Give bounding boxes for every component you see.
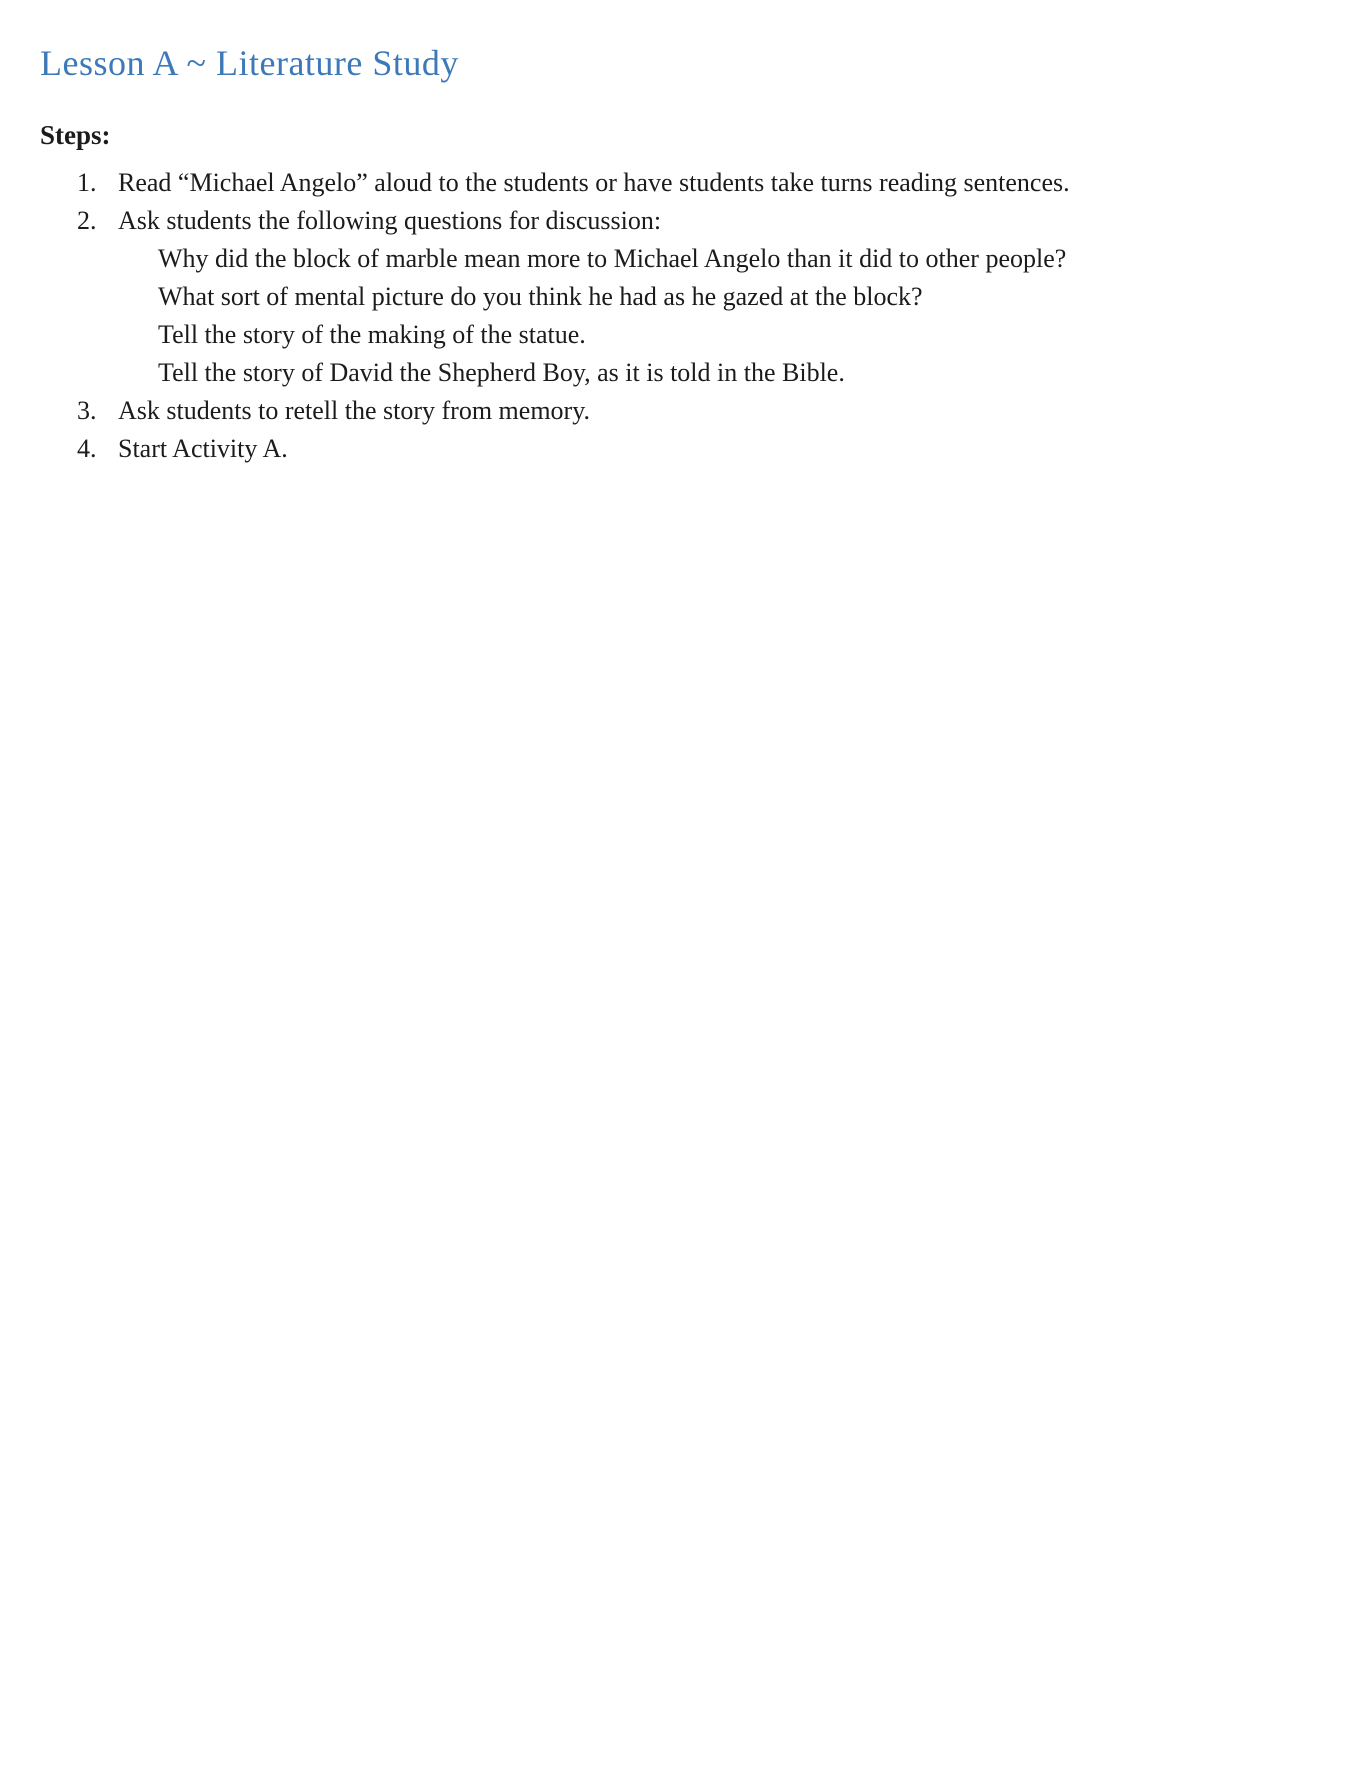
step-text: Start Activity A. xyxy=(118,434,288,463)
step-number: 1. xyxy=(77,168,97,197)
page-title: Lesson A ~ Literature Study xyxy=(40,43,459,83)
step-text: Ask students the following questions for discussion: xyxy=(118,206,662,235)
discussion-question-2: What sort of mental picture do you think he had as he gazed at the block? xyxy=(158,282,923,311)
step-text: Read “Michael Angelo” aloud to the students or have students take turns reading sentences. xyxy=(118,168,1070,197)
step-number: 2. xyxy=(77,206,97,235)
step-item-4 xyxy=(40,430,1307,468)
discussion-questions xyxy=(40,240,1307,392)
step-text: Ask students to retell the story from memory. xyxy=(118,396,591,425)
step-number: 3. xyxy=(77,396,97,425)
steps-heading: Steps: xyxy=(40,120,111,150)
steps-list xyxy=(40,164,1307,468)
discussion-question-4: Tell the story of David the Shepherd Boy, as it is told in the Bible. xyxy=(158,358,845,387)
discussion-question-3: Tell the story of the making of the statue. xyxy=(158,320,586,349)
step-item-3 xyxy=(40,392,1307,430)
discussion-question-1: Why did the block of marble mean more to Michael Angelo than it did to other people? xyxy=(158,244,1067,273)
step-number: 4. xyxy=(77,434,97,463)
step-item-1 xyxy=(40,164,1307,202)
step-item-2 xyxy=(40,202,1307,240)
